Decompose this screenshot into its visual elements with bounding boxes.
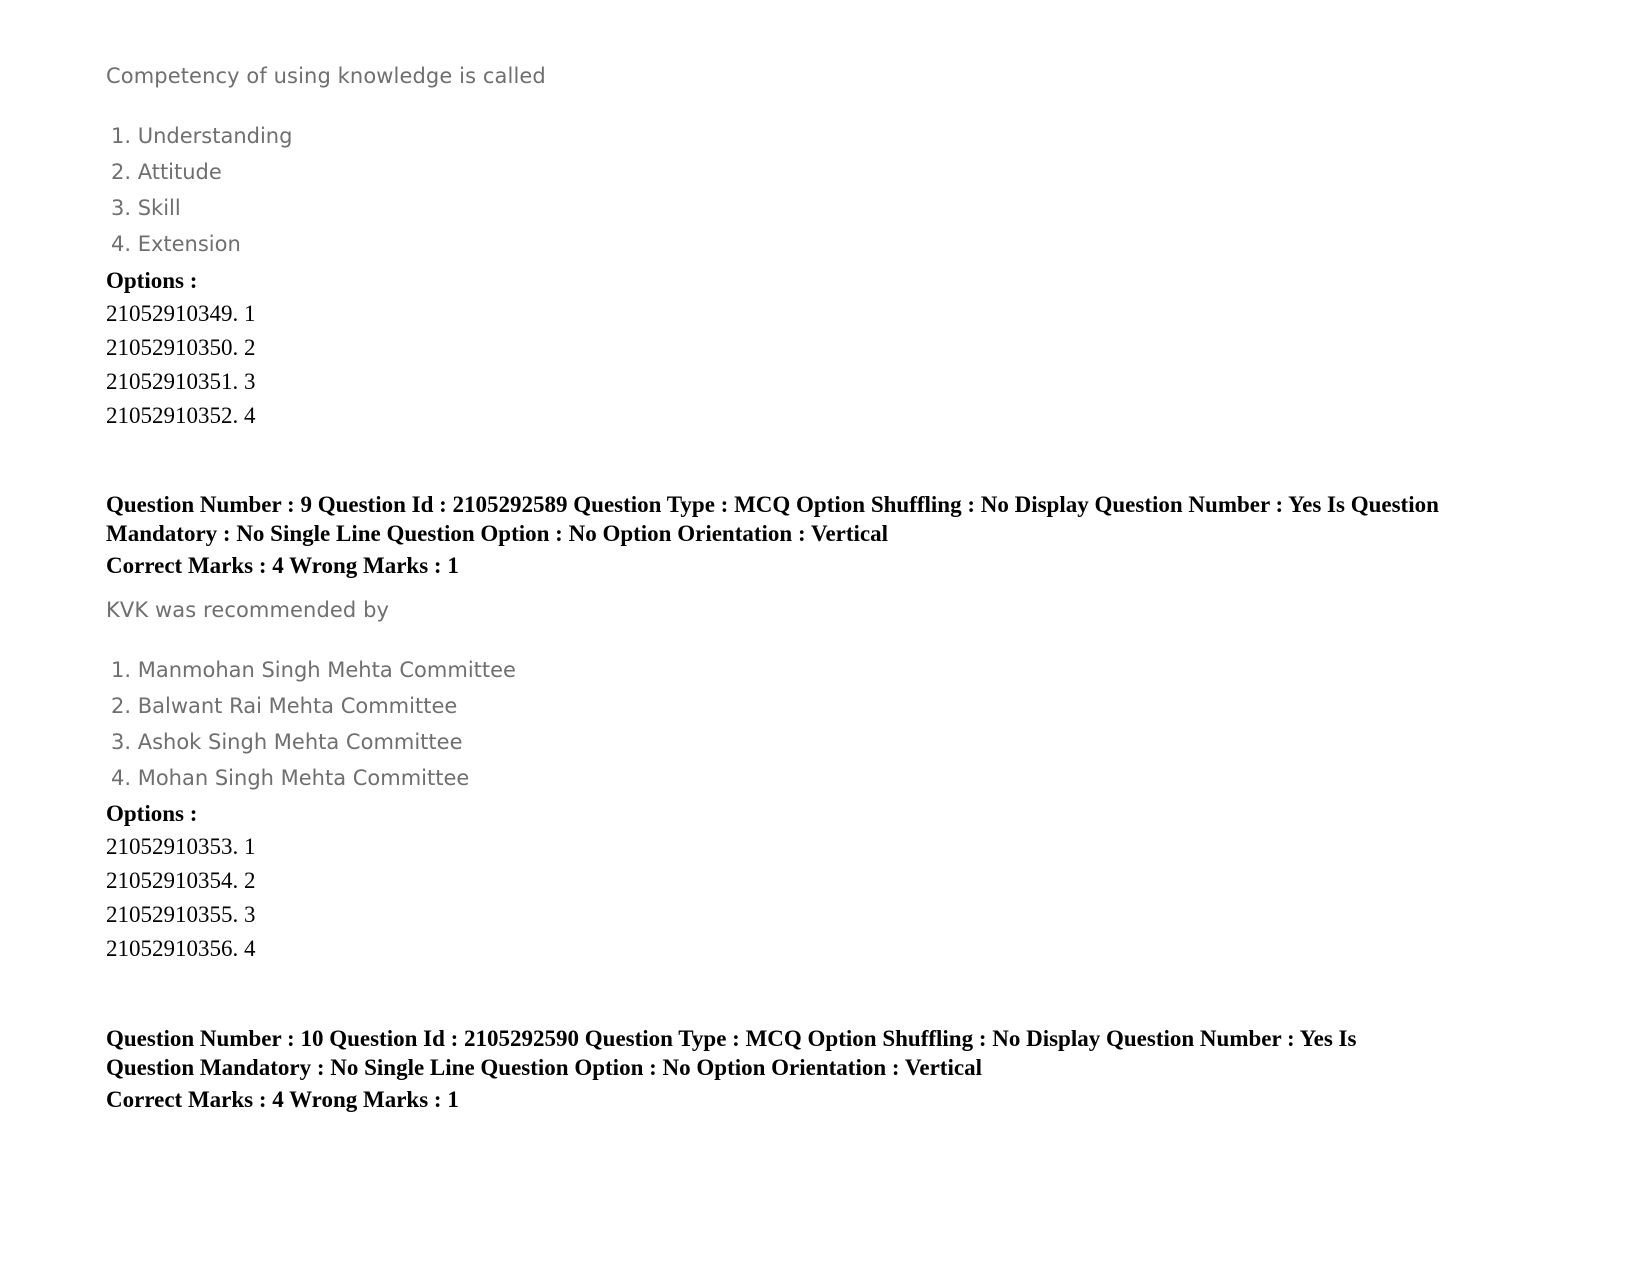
q8-question-text: Competency of using knowledge is called [106,64,546,88]
q8-option-3: 21052910351. 3 [106,369,256,394]
q9-marks: Correct Marks : 4 Wrong Marks : 1 [106,553,459,578]
q10-meta-line-2: Question Mandatory : No Single Line Question Option : No Option Orientation : Vertical [106,1055,982,1080]
q10-meta-line-1: Question Number : 10 Question Id : 2105292590 Question Type : MCQ Option Shuffling : No Display Question Number : Yes Is [106,1026,1357,1051]
q8-choice-3: 3. Skill [111,196,181,220]
q10-marks: Correct Marks : 4 Wrong Marks : 1 [106,1087,459,1112]
q8-option-4: 21052910352. 4 [106,403,256,428]
q9-choice-2: 2. Balwant Rai Mehta Committee [111,694,458,718]
q8-option-2: 21052910350. 2 [106,335,256,360]
q8-choice-4: 4. Extension [111,232,241,256]
q9-options-label: Options : [106,801,198,826]
q8-option-1: 21052910349. 1 [106,301,256,326]
q8-choice-2: 2. Attitude [111,160,222,184]
q9-choice-1: 1. Manmohan Singh Mehta Committee [111,658,516,682]
q9-choice-3: 3. Ashok Singh Mehta Committee [111,730,463,754]
q9-question-text: KVK was recommended by [106,598,390,622]
q9-option-4: 21052910356. 4 [106,936,256,961]
q9-choice-4: 4. Mohan Singh Mehta Committee [111,766,470,790]
q9-meta-line-2: Mandatory : No Single Line Question Option : No Option Orientation : Vertical [106,521,889,546]
q8-options-label: Options : [106,268,198,293]
q8-choice-1: 1. Understanding [111,124,293,148]
q9-option-3: 21052910355. 3 [106,902,256,927]
q9-option-2: 21052910354. 2 [106,868,256,893]
q9-option-1: 21052910353. 1 [106,834,256,859]
q9-meta-line-1: Question Number : 9 Question Id : 2105292589 Question Type : MCQ Option Shuffling : No Display Question Number : Yes Is Question [106,492,1439,517]
